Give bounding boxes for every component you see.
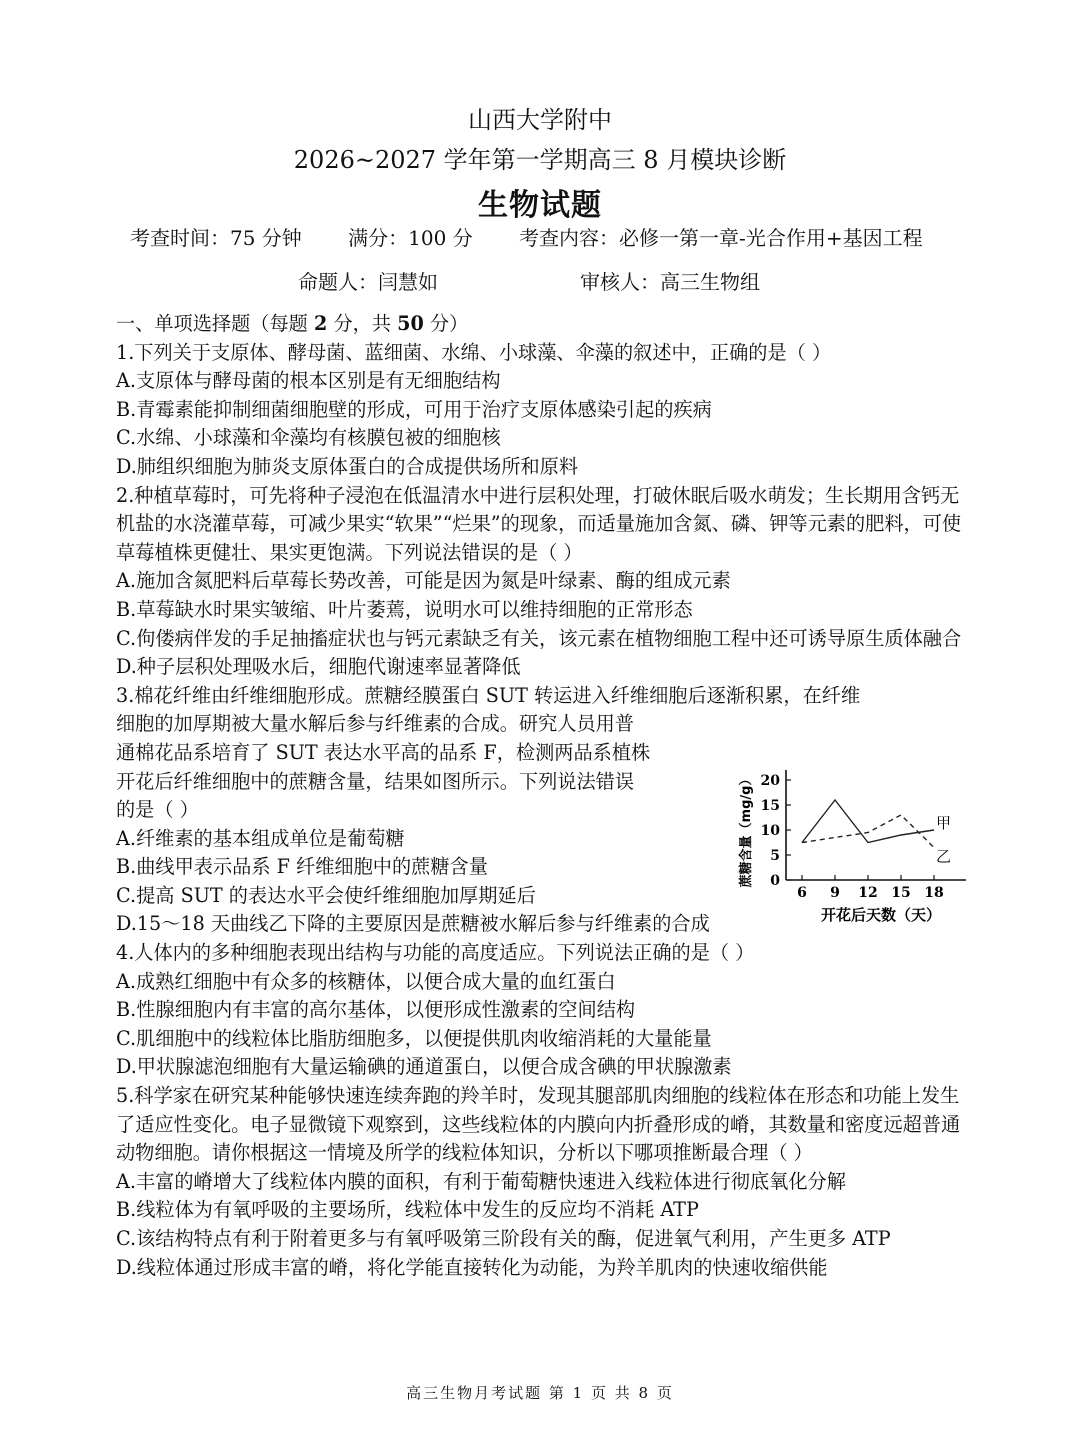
- author: 命题人：闫慧如: [298, 270, 438, 294]
- y-tick-label: 10: [760, 823, 780, 839]
- y-tick-label: 5: [770, 848, 780, 864]
- exam-term: 2026~2027 学年第一学期高三 8 月模块诊断: [293, 146, 787, 174]
- page-footer: 高三生物月考试题 第 1 页 共 8 页: [406, 1384, 674, 1402]
- q1-option-a: A.支原体与酵母菌的根本区别是有无细胞结构: [116, 369, 501, 393]
- q3-stem-line-3: 通棉花品系培育了 SUT 表达水平高的品系 F，检测两品系植株: [116, 740, 651, 764]
- q4-option-a: A.成熟红细胞中有众多的核糖体，以便合成大量的血红蛋白: [116, 969, 616, 993]
- x-tick-label: 15: [891, 885, 911, 901]
- x-tick-label: 6: [797, 885, 807, 901]
- reviewer: 审核人：高三生物组: [580, 270, 760, 294]
- y-tick-label: 20: [760, 773, 780, 789]
- full-score: 满分：100 分: [348, 226, 473, 250]
- q1-option-d: D.肺组织细胞为肺炎支原体蛋白的合成提供场所和原料: [116, 454, 579, 478]
- q5-stem: 5.科学家在研究某种能够快速连续奔跑的羚羊时，发现其腿部肌肉细胞的线粒体在形态和功能上发生了适应性变化。电子显微镜下观察到，这些线粒体的内膜向内折叠形成的嵴，其数量和密度远超普通动物细胞。请你根据这一情境及所学的线粒体知识，分析以下哪项推断最合理（ ）: [116, 1084, 961, 1165]
- q1-option-b: B.青霉素能抑制细菌细胞壁的形成，可用于治疗支原体感染引起的疾病: [116, 397, 712, 421]
- q1-option-c: C.水绵、小球藻和伞藻均有核膜包被的细胞核: [116, 426, 501, 450]
- y-tick-label: 0: [770, 873, 780, 889]
- exam-meta: [130, 222, 963, 251]
- q3-stem-line-4: 开花后纤维细胞中的蔗糖含量，结果如图所示。下列说法错误: [116, 769, 635, 793]
- q5-option-d: D.线粒体通过形成丰富的嵴，将化学能直接转化为动能，为羚羊肌肉的快速收缩供能: [116, 1255, 828, 1279]
- q5-option-b: B.线粒体为有氧呼吸的主要场所，线粒体中发生的反应均不消耗 ATP: [116, 1198, 699, 1222]
- y-tick-label: 15: [760, 798, 780, 814]
- series-line-jia: [802, 800, 934, 843]
- sucrose-chart: [728, 752, 968, 924]
- q5-option-c: C.该结构特点有利于附着更多与有氧呼吸第三阶段有关的酶，促进氧气利用，产生更多 ATP: [116, 1227, 891, 1250]
- x-tick-label: 12: [858, 885, 878, 901]
- q2-option-d: D.种子层积处理吸水后，细胞代谢速率显著降低: [116, 655, 521, 679]
- exam-content: 考查内容：必修一第一章-光合作用+基因工程: [519, 226, 923, 250]
- x-tick-label: 9: [830, 885, 840, 901]
- q2-option-b: B.草莓缺水时果实皱缩、叶片萎蔫，说明水可以维持细胞的正常形态: [116, 597, 693, 621]
- exam-time: 考查时间：75 分钟: [130, 226, 302, 250]
- q3-option-c: C.提高 SUT 的表达水平会使纤维细胞加厚期延后: [116, 883, 536, 907]
- q3-option-b: B.曲线甲表示品系 F 纤维细胞中的蔗糖含量: [116, 855, 488, 879]
- sucrose-chart-svg: [728, 752, 968, 924]
- q3-stem-line-2: 细胞的加厚期被大量水解后参与纤维素的合成。研究人员用普: [116, 712, 635, 736]
- y-axis-label: 蔗糖含量（mg/g）: [739, 772, 754, 888]
- q5-option-a: A.丰富的嵴增大了线粒体内膜的面积，有利于葡萄糖快速进入线粒体进行彻底氧化分解: [116, 1169, 846, 1193]
- q4-option-d: D.甲状腺滤泡细胞有大量运输碘的通道蛋白，以便合成含碘的甲状腺激素: [116, 1055, 732, 1079]
- series-label-yi: 乙: [936, 847, 952, 866]
- q4-option-b: B.性腺细胞内有丰富的高尔基体，以便形成性激素的空间结构: [116, 998, 636, 1022]
- q3-stem-line-5: 的是（ ）: [116, 798, 199, 822]
- q2-option-a: A.施加含氮肥料后草莓长势改善，可能是因为氮是叶绿素、酶的组成元素: [116, 569, 731, 593]
- q4-option-c: C.肌细胞中的线粒体比脂肪细胞多，以便提供肌肉收缩消耗的大量能量: [116, 1026, 712, 1050]
- q3-stem-line-1: 3.棉花纤维由纤维细胞形成。蔗糖经膜蛋白 SUT 转运进入纤维细胞后逐渐积累，在纤维: [116, 683, 861, 707]
- series-label-jia: 甲: [936, 814, 952, 832]
- q2-option-c: C.佝偻病伴发的手足抽搐症状也与钙元素缺乏有关，该元素在植物细胞工程中还可诱导原生质体融合: [116, 626, 962, 650]
- section-title: 一、单项选择题（每题 2 分，共 50 分）: [116, 312, 469, 335]
- q2-stem: 2.种植草莓时，可先将种子浸泡在低温清水中进行层积处理，打破休眠后吸水萌发；生长期用含钙无机盐的水浇灌草莓，可减少果实“软果”“烂果”的现象，而适量施加含氮、磷、钾等元素的肥料，可使草莓植株更健壮、果实更饱满。下列说法错误的是（ ）: [116, 483, 962, 564]
- x-tick-label: 18: [924, 885, 944, 901]
- authors: [298, 266, 760, 295]
- school-name: 山西大学附中: [468, 106, 612, 134]
- q4-stem: 4.人体内的多种细胞表现出结构与功能的高度适应。下列说法正确的是（ ）: [116, 941, 755, 965]
- subject-title: 生物试题: [478, 188, 602, 223]
- q3-option-a: A.纤维素的基本组成单位是葡萄糖: [116, 826, 405, 850]
- q1-stem: 1.下列关于支原体、酵母菌、蓝细菌、水绵、小球藻、伞藻的叙述中，正确的是（ ）: [116, 340, 832, 364]
- x-axis-label: 开花后天数（天）: [820, 906, 942, 924]
- q3-option-d: D.15～18 天曲线乙下降的主要原因是蔗糖被水解后参与纤维素的合成: [116, 912, 710, 936]
